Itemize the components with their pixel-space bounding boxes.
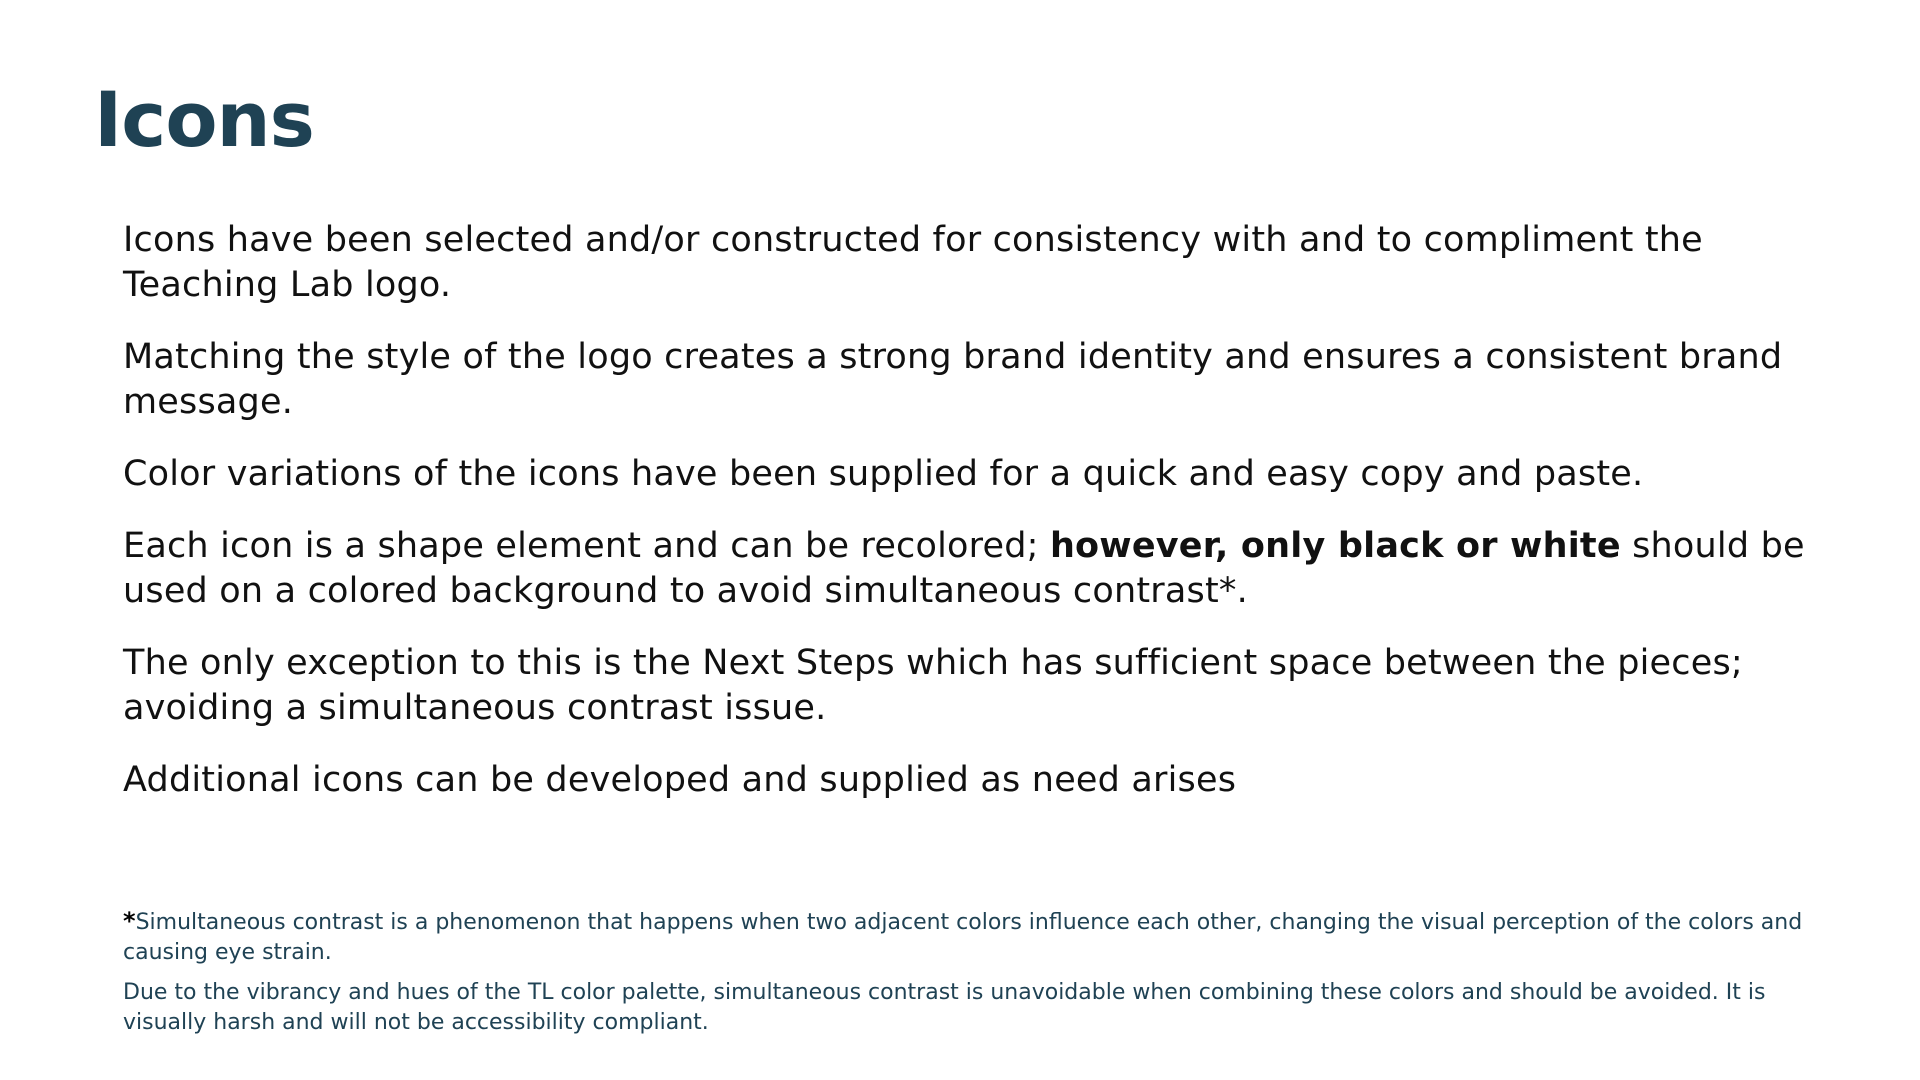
paragraph-recolor-guidance: [123, 524, 1823, 614]
recolor-text-after: should be used on a colored background to avoid simultaneous contrast*.: [123, 526, 1805, 611]
footnotes: [123, 906, 1823, 1048]
footnote-palette-warning: Due to the vibrancy and hues of the TL color palette, simultaneous contrast is unavoidable when combining these colors and should be avoided. It is visually harsh and will not be accessibility compliant.: [123, 980, 1766, 1035]
paragraph-additional-icons: Additional icons can be developed and supplied as need arises: [123, 760, 1237, 800]
footnote-simultaneous-contrast: [123, 906, 1823, 968]
paragraph-color-variations: Color variations of the icons have been supplied for a quick and easy copy and paste.: [123, 454, 1644, 494]
paragraph-brand-identity: Matching the style of the logo creates a strong brand identity and ensures a consistent brand message.: [123, 337, 1783, 422]
recolor-text-before: Each icon is a shape element and can be recolored;: [123, 526, 1050, 566]
slide-title: Icons: [94, 75, 314, 164]
paragraph-exception: The only exception to this is the Next Steps which has sufficient space between the pieces; avoiding a simultaneous contrast issue.: [123, 643, 1743, 728]
recolor-emphasis: however, only black or white: [1049, 526, 1621, 566]
paragraph-consistency: Icons have been selected and/or constructed for consistency with and to compliment the Teaching Lab logo.: [123, 220, 1703, 305]
body-text: [123, 218, 1823, 830]
footnote-text-1: Simultaneous contrast is a phenomenon that happens when two adjacent colors influence each other, changing the visual perception of the colors and causing eye strain.: [123, 910, 1803, 965]
footnote-marker: *: [123, 907, 136, 935]
